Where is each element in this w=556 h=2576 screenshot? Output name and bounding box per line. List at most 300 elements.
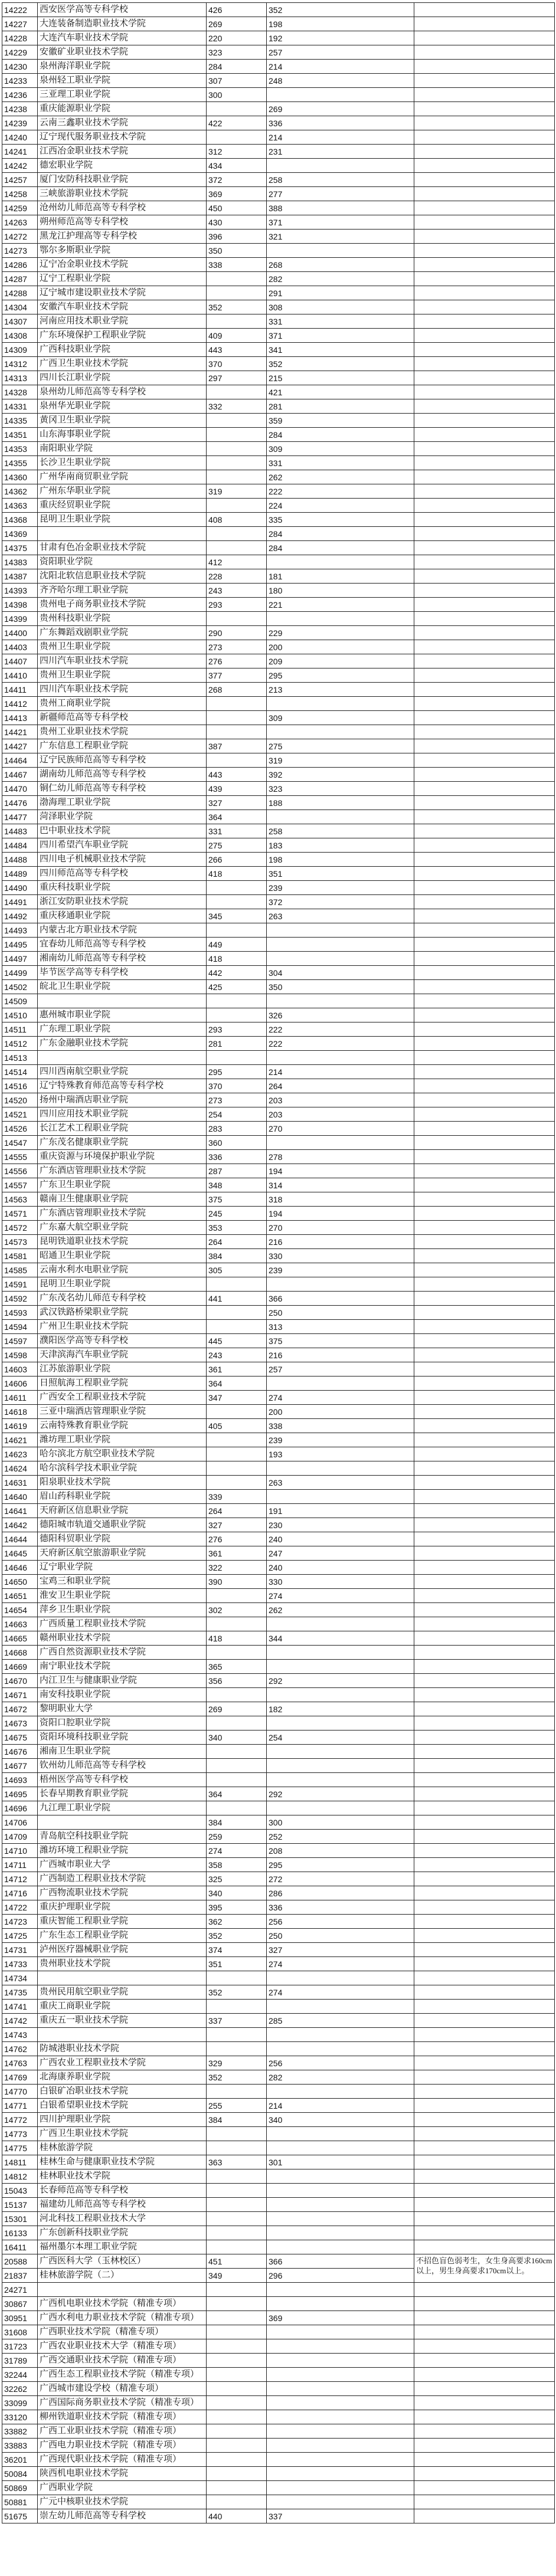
score-a-cell: 323 [207, 45, 267, 60]
school-name-cell: 广西物流职业技术学院 [38, 1886, 207, 1900]
score-b-cell: 214 [267, 2099, 414, 2113]
school-code-cell: 14663 [2, 1617, 38, 1631]
school-code-cell: 14770 [2, 2085, 38, 2099]
table-row [2, 584, 555, 598]
remarks-cell [414, 909, 555, 923]
score-b-cell: 240 [267, 1561, 414, 1575]
score-a-cell [207, 385, 267, 399]
table-row [2, 2042, 555, 2056]
school-code-cell: 14412 [2, 697, 38, 711]
score-a-cell [207, 1773, 267, 1787]
remarks-cell [414, 1575, 555, 1589]
table-row [2, 2396, 555, 2410]
school-name-cell: 昆明卫生职业学院 [38, 1277, 207, 1292]
table-row [2, 2169, 555, 2184]
table-row [2, 2382, 555, 2396]
remarks-cell [414, 654, 555, 668]
school-name-cell: 福州墨尔本理工职业学院 [38, 2240, 207, 2254]
school-name-cell: 阳泉职业技术学院 [38, 1476, 207, 1490]
score-a-cell [207, 2169, 267, 2184]
table-row [2, 187, 555, 201]
score-b-cell [267, 612, 414, 626]
score-a-cell: 255 [207, 2099, 267, 2113]
school-code-cell: 14733 [2, 1957, 38, 1971]
score-a-cell [207, 1433, 267, 1447]
table-row [2, 1660, 555, 1674]
school-code-cell: 14673 [2, 1716, 38, 1731]
score-a-cell [207, 130, 267, 145]
table-row [2, 1971, 555, 1985]
score-b-cell: 256 [267, 1915, 414, 1929]
table-row [2, 230, 555, 244]
school-name-cell: 北海康养职业学院 [38, 2070, 207, 2085]
score-a-cell: 295 [207, 1065, 267, 1079]
school-name-cell: 菏泽职业学院 [38, 810, 207, 824]
score-b-cell: 248 [267, 74, 414, 88]
score-a-cell: 358 [207, 1858, 267, 1872]
remarks-cell [414, 130, 555, 145]
school-name-cell: 广东环境保护工程职业学院 [38, 329, 207, 343]
school-code-cell: 14763 [2, 2056, 38, 2070]
score-a-cell: 348 [207, 1178, 267, 1192]
score-a-cell: 418 [207, 1631, 267, 1646]
score-b-cell: 285 [267, 2014, 414, 2028]
school-name-cell: 三亚理工职业学院 [38, 88, 207, 102]
school-code-cell: 14572 [2, 1221, 38, 1235]
table-row [2, 2000, 555, 2014]
table-row [2, 2410, 555, 2424]
school-name-cell: 淮安卫生职业学院 [38, 1589, 207, 1603]
school-name-cell: 沈阳北软信息职业技术学院 [38, 569, 207, 584]
school-name-cell: 哈尔滨科学技术职业学院 [38, 1461, 207, 1476]
remarks-cell [414, 1985, 555, 2000]
school-code-cell: 14644 [2, 1532, 38, 1546]
table-row [2, 314, 555, 329]
score-a-cell: 370 [207, 1079, 267, 1093]
score-a-cell: 369 [207, 187, 267, 201]
school-name-cell: 湘南幼儿师范高等专科学校 [38, 952, 207, 966]
table-row [2, 2226, 555, 2240]
table-row [2, 1235, 555, 1249]
school-code-cell: 14403 [2, 640, 38, 654]
score-a-cell [207, 272, 267, 286]
school-code-cell: 14335 [2, 414, 38, 428]
school-name-cell [38, 1815, 207, 1830]
remarks-cell [414, 399, 555, 414]
remarks-cell [414, 1815, 555, 1830]
score-a-cell: 228 [207, 569, 267, 584]
score-b-cell: 262 [267, 1603, 414, 1617]
score-a-cell: 387 [207, 739, 267, 753]
score-a-cell: 422 [207, 116, 267, 130]
school-code-cell: 51675 [2, 2509, 38, 2523]
remarks-cell [414, 824, 555, 838]
score-a-cell [207, 2127, 267, 2141]
table-row [2, 1674, 555, 1688]
school-name-cell: 贵州工业职业技术学院 [38, 725, 207, 739]
remarks-cell [414, 244, 555, 258]
table-row [2, 1886, 555, 1900]
school-code-cell: 14585 [2, 1263, 38, 1277]
remarks-cell [414, 17, 555, 31]
remarks-cell [414, 371, 555, 385]
school-code-cell: 14571 [2, 1207, 38, 1221]
school-code-cell: 14497 [2, 952, 38, 966]
table-row [2, 2028, 555, 2042]
score-b-cell [267, 810, 414, 824]
school-name-cell: 桂林职业技术学院 [38, 2169, 207, 2184]
school-name-cell: 南阳职业学院 [38, 442, 207, 456]
table-row [2, 1164, 555, 1178]
school-name-cell: 广西水利电力职业技术学院（精准专项） [38, 2311, 207, 2325]
remarks-cell [414, 1745, 555, 1759]
score-b-cell: 203 [267, 1107, 414, 1122]
score-a-cell [207, 1008, 267, 1022]
remarks-cell [414, 385, 555, 399]
school-code-cell: 33099 [2, 2396, 38, 2410]
remarks-cell [414, 2226, 555, 2240]
score-a-cell [207, 895, 267, 909]
school-name-cell: 广西生态工程职业技术学院（精准专项） [38, 2368, 207, 2382]
score-b-cell: 182 [267, 1702, 414, 1716]
school-name-cell: 辽宁工程职业学院 [38, 272, 207, 286]
score-a-cell [207, 428, 267, 442]
school-name-cell: 长春早期教育职业学院 [38, 1787, 207, 1801]
score-a-cell: 439 [207, 782, 267, 796]
score-a-cell [207, 612, 267, 626]
school-code-cell: 30951 [2, 2311, 38, 2325]
score-a-cell: 293 [207, 1022, 267, 1037]
school-name-cell: 广西医科大学（玉林校区） [38, 2254, 207, 2269]
score-a-cell: 426 [207, 3, 267, 17]
score-b-cell: 203 [267, 1093, 414, 1107]
table-row [2, 1334, 555, 1348]
table-row [2, 1447, 555, 1461]
score-b-cell: 336 [267, 1900, 414, 1915]
score-b-cell: 344 [267, 1631, 414, 1646]
score-b-cell [267, 2481, 414, 2495]
school-name-cell: 长春师范高等专科学校 [38, 2184, 207, 2198]
table-row [2, 357, 555, 371]
remarks-cell [414, 1617, 555, 1631]
score-b-cell: 224 [267, 499, 414, 513]
remarks-cell [414, 215, 555, 230]
school-name-cell: 广西城市职业大学 [38, 1858, 207, 1872]
remarks-cell [414, 584, 555, 598]
remarks-cell [414, 2453, 555, 2467]
table-row [2, 1957, 555, 1971]
table-row [2, 201, 555, 215]
school-name-cell: 资阳职业学院 [38, 555, 207, 569]
score-a-cell [207, 994, 267, 1008]
table-row [2, 2254, 555, 2269]
remarks-cell [414, 1915, 555, 1929]
school-name-cell: 防城港职业技术学院 [38, 2042, 207, 2056]
score-b-cell [267, 1660, 414, 1674]
score-b-cell: 352 [267, 3, 414, 17]
score-a-cell [207, 1320, 267, 1334]
school-name-cell: 重庆智能工程职业学院 [38, 1915, 207, 1929]
score-a-cell: 350 [207, 244, 267, 258]
remarks-cell [414, 2184, 555, 2198]
score-a-cell [207, 2424, 267, 2439]
table-row [2, 1150, 555, 1164]
school-name-cell: 惠州城市职业学院 [38, 1008, 207, 1022]
remarks-cell [414, 1348, 555, 1362]
school-code-cell: 14775 [2, 2141, 38, 2155]
school-name-cell: 湖南幼儿师范高等专科学校 [38, 768, 207, 782]
score-b-cell: 304 [267, 966, 414, 980]
school-name-cell [38, 1971, 207, 1985]
score-b-cell [267, 697, 414, 711]
score-a-cell: 312 [207, 145, 267, 159]
school-name-cell: 齐齐哈尔理工职业学院 [38, 584, 207, 598]
remarks-cell [414, 2368, 555, 2382]
school-name-cell: 山东海事职业学院 [38, 428, 207, 442]
score-b-cell: 296 [267, 2269, 414, 2283]
remarks-cell [414, 2056, 555, 2070]
score-b-cell [267, 2127, 414, 2141]
score-b-cell [267, 2297, 414, 2311]
score-a-cell: 319 [207, 484, 267, 499]
school-name-cell: 广东酒店管理职业技术学院 [38, 1207, 207, 1221]
school-code-cell: 14513 [2, 1051, 38, 1065]
school-code-cell: 14591 [2, 1277, 38, 1292]
school-code-cell: 14383 [2, 555, 38, 569]
score-b-cell [267, 2495, 414, 2509]
remarks-cell [414, 1858, 555, 1872]
school-name-cell: 重庆资源与环境保护职业学院 [38, 1150, 207, 1164]
remarks-cell [414, 1093, 555, 1107]
school-name-cell: 资阳环境科技职业学院 [38, 1731, 207, 1745]
school-name-cell: 萍乡卫生职业学院 [38, 1603, 207, 1617]
score-b-cell: 214 [267, 1065, 414, 1079]
score-a-cell: 302 [207, 1603, 267, 1617]
school-name-cell: 德阳城市轨道交通职业学院 [38, 1518, 207, 1532]
remarks-cell [414, 1207, 555, 1221]
remarks-cell [414, 1037, 555, 1051]
school-name-cell: 钦州幼儿师范高等专科学校 [38, 1759, 207, 1773]
score-b-cell: 263 [267, 1476, 414, 1490]
school-name-cell: 云南三鑫职业技术学院 [38, 116, 207, 130]
school-name-cell: 浙江安防职业技术学院 [38, 895, 207, 909]
score-a-cell [207, 2354, 267, 2368]
remarks-cell [414, 45, 555, 60]
score-b-cell [267, 938, 414, 952]
school-name-cell: 大连汽车职业技术学院 [38, 31, 207, 45]
remarks-cell [414, 2283, 555, 2297]
score-b-cell [267, 244, 414, 258]
score-a-cell: 363 [207, 2155, 267, 2169]
school-name-cell: 天府新区信息职业学院 [38, 1504, 207, 1518]
remarks-cell [414, 1589, 555, 1603]
school-code-cell: 14772 [2, 2113, 38, 2127]
school-name-cell: 辽宁民族师范高等专科学校 [38, 753, 207, 768]
score-b-cell [267, 1773, 414, 1787]
remarks-cell [414, 201, 555, 215]
score-a-cell: 374 [207, 1943, 267, 1957]
score-b-cell: 209 [267, 654, 414, 668]
score-b-cell: 392 [267, 768, 414, 782]
score-b-cell: 268 [267, 258, 414, 272]
school-name-cell: 资阳口腔职业学院 [38, 1716, 207, 1731]
score-b-cell: 300 [267, 1815, 414, 1830]
school-name-cell: 厦门安防科技职业学院 [38, 173, 207, 187]
table-row [2, 272, 555, 286]
school-name-cell: 宝鸡三和职业学院 [38, 1575, 207, 1589]
table-row [2, 1348, 555, 1362]
remarks-cell [414, 2481, 555, 2495]
remarks-cell [414, 1971, 555, 1985]
score-a-cell [207, 923, 267, 938]
school-name-cell: 广西电力职业技术学院（精准专项） [38, 2439, 207, 2453]
remarks-cell [414, 102, 555, 116]
score-b-cell [267, 1801, 414, 1815]
score-b-cell: 284 [267, 541, 414, 555]
school-code-cell: 50869 [2, 2481, 38, 2495]
score-b-cell: 331 [267, 314, 414, 329]
remarks-cell [414, 1447, 555, 1461]
remarks-cell [414, 470, 555, 484]
remarks-cell [414, 88, 555, 102]
score-a-cell [207, 725, 267, 739]
remarks-cell [414, 2495, 555, 2509]
table-row [2, 1419, 555, 1433]
school-name-cell: 内江卫生与健康职业学院 [38, 1674, 207, 1688]
score-a-cell: 412 [207, 555, 267, 569]
table-row [2, 1688, 555, 1702]
school-name-cell: 赣南卫生健康职业学院 [38, 1192, 207, 1207]
school-code-cell: 14641 [2, 1504, 38, 1518]
score-b-cell: 335 [267, 513, 414, 527]
school-code-cell: 14521 [2, 1107, 38, 1122]
school-name-cell: 辽宁特殊教育师范高等专科学校 [38, 1079, 207, 1093]
score-a-cell: 396 [207, 230, 267, 244]
remarks-cell [414, 1461, 555, 1476]
score-b-cell: 372 [267, 895, 414, 909]
score-a-cell: 283 [207, 1122, 267, 1136]
table-row [2, 2014, 555, 2028]
score-a-cell [207, 456, 267, 470]
school-name-cell: 黎明职业大学 [38, 1702, 207, 1716]
school-name-cell: 贵州卫生职业学院 [38, 668, 207, 683]
remarks-cell [414, 428, 555, 442]
school-code-cell: 14593 [2, 1306, 38, 1320]
score-a-cell: 384 [207, 1249, 267, 1263]
school-code-cell: 24271 [2, 2283, 38, 2297]
remarks-cell [414, 1943, 555, 1957]
score-b-cell: 229 [267, 626, 414, 640]
score-b-cell [267, 2410, 414, 2424]
score-a-cell: 266 [207, 853, 267, 867]
school-name-cell: 赣州职业技术学院 [38, 1631, 207, 1646]
school-name-cell: 重庆护理职业学院 [38, 1900, 207, 1915]
school-name-cell: 贵州卫生职业学院 [38, 640, 207, 654]
table-row [2, 2311, 555, 2325]
school-name-cell: 潍坊环境工程职业学院 [38, 1844, 207, 1858]
remarks-cell [414, 1377, 555, 1391]
remarks-note-cell: 不招色盲色弱考生，女生身高要求160cm以上，男生身高要求170cm以上。 [414, 2254, 555, 2283]
table-row [2, 470, 555, 484]
school-name-cell: 广西农业职业技术大学（精准专项） [38, 2339, 207, 2354]
school-code-cell: 14502 [2, 980, 38, 994]
school-code-cell: 14514 [2, 1065, 38, 1079]
table-row [2, 2297, 555, 2311]
school-name-cell: 贵州科技职业学院 [38, 612, 207, 626]
school-code-cell: 31789 [2, 2354, 38, 2368]
score-a-cell: 351 [207, 1957, 267, 1971]
table-row [2, 725, 555, 739]
school-code-cell: 14621 [2, 1433, 38, 1447]
school-code-cell: 31723 [2, 2339, 38, 2354]
school-code-cell: 14677 [2, 1759, 38, 1773]
school-code-cell: 14723 [2, 1915, 38, 1929]
remarks-cell [414, 895, 555, 909]
score-a-cell [207, 1617, 267, 1631]
score-a-cell: 353 [207, 1221, 267, 1235]
score-b-cell: 295 [267, 668, 414, 683]
school-name-cell: 云南水利水电职业学院 [38, 1263, 207, 1277]
school-code-cell: 14362 [2, 484, 38, 499]
school-code-cell: 14743 [2, 2028, 38, 2042]
score-b-cell: 240 [267, 1532, 414, 1546]
school-name-cell: 重庆五一职业技术学院 [38, 2014, 207, 2028]
school-code-cell: 32244 [2, 2368, 38, 2382]
table-row [2, 2240, 555, 2254]
school-name-cell: 广元中核职业技术学院 [38, 2495, 207, 2509]
table-row [2, 824, 555, 838]
table-row [2, 994, 555, 1008]
score-a-cell [207, 1447, 267, 1461]
table-row [2, 3, 555, 17]
school-name-cell: 渤海理工职业学院 [38, 796, 207, 810]
score-b-cell: 194 [267, 1207, 414, 1221]
school-name-cell: 广东信息工程职业学院 [38, 739, 207, 753]
school-name-cell: 濮阳医学高等专科学校 [38, 1334, 207, 1348]
score-a-cell: 290 [207, 626, 267, 640]
score-a-cell [207, 2495, 267, 2509]
remarks-cell [414, 2297, 555, 2311]
table-row [2, 867, 555, 881]
score-b-cell: 270 [267, 1122, 414, 1136]
score-b-cell: 326 [267, 1008, 414, 1022]
school-name-cell: 四川希望汽车职业学院 [38, 838, 207, 853]
table-row [2, 1292, 555, 1306]
score-a-cell [207, 1716, 267, 1731]
score-b-cell: 262 [267, 470, 414, 484]
score-b-cell: 308 [267, 300, 414, 314]
school-code-cell: 14676 [2, 1745, 38, 1759]
school-name-cell [38, 994, 207, 1008]
remarks-cell [414, 1122, 555, 1136]
score-b-cell: 282 [267, 272, 414, 286]
score-b-cell: 375 [267, 1334, 414, 1348]
remarks-cell [414, 1221, 555, 1235]
school-name-cell: 辽宁现代服务职业技术学院 [38, 130, 207, 145]
school-code-cell: 14259 [2, 201, 38, 215]
score-a-cell: 364 [207, 1377, 267, 1391]
score-a-cell [207, 1688, 267, 1702]
school-code-cell: 32262 [2, 2382, 38, 2396]
table-row [2, 598, 555, 612]
remarks-cell [414, 994, 555, 1008]
remarks-cell [414, 74, 555, 88]
school-code-cell: 33120 [2, 2410, 38, 2424]
score-a-cell: 352 [207, 300, 267, 314]
table-row [2, 683, 555, 697]
school-code-cell: 14510 [2, 1008, 38, 1022]
school-code-cell: 14672 [2, 1702, 38, 1716]
